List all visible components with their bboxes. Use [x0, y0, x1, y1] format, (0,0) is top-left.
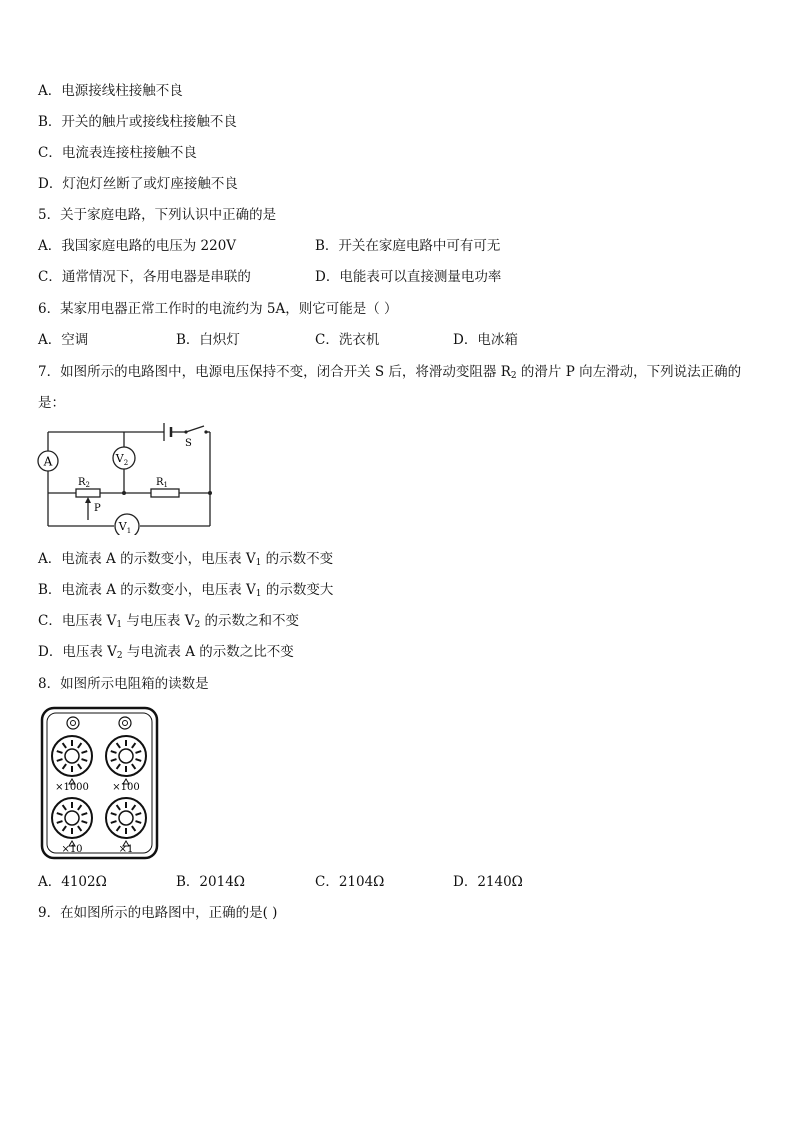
q4-option-a: A．电源接线柱接触不良 [38, 83, 183, 99]
slider-label: P [94, 503, 101, 514]
junction-dot [208, 491, 212, 495]
junction-dot [122, 491, 126, 495]
dial-label-10: ×10 [61, 844, 83, 855]
q4-option-d: D．灯泡灯丝断了或灯座接触不良 [38, 176, 238, 192]
resistor-r1-label: $R_1$ [156, 477, 168, 489]
q7-option-d: D．电压表 $V_2$ 与电流表 A 的示数之比不变 [38, 644, 294, 661]
resistor-r2-label: $R_2$ [78, 477, 90, 489]
q7-option-a: A．电流表 A 的示数变小，电压表 $V_1$ 的示数不变 [38, 551, 334, 568]
voltmeter-v2-label: $V_2$ [115, 452, 129, 467]
q9-stem: 9．在如图所示的电路图中，正确的是( ) [38, 905, 278, 921]
q8-option-b: B．2014Ω [176, 874, 245, 890]
q8-option-d: D．2140Ω [453, 874, 523, 890]
resistor-r1 [151, 489, 179, 497]
q5-option-b: B．开关在家庭电路中可有可无 [315, 238, 501, 254]
q7-stem: 7．如图所示的电路图中，电源电压保持不变，闭合开关 S 后，将滑动变阻器 $R_2$ 的滑片 P 向左滑动，下列说法正确的 [38, 364, 742, 381]
q4-option-b: B．开关的触片或接线柱接触不良 [38, 114, 237, 130]
q4-option-c: C．电流表连接柱接触不良 [38, 145, 197, 161]
q7-stem-line2: 是： [38, 395, 65, 411]
q8-stem: 8．如图所示电阻箱的读数是 [38, 676, 209, 692]
q7-option-b: B．电流表 A 的示数变小，电压表 $V_1$ 的示数变大 [38, 582, 334, 599]
switch-label: S [185, 438, 192, 449]
q7-option-c: C．电压表 $V_1$ 与电压表 $V_2$ 的示数之和不变 [38, 613, 299, 630]
q5-stem: 5．关于家庭电路，下列认识中正确的是 [38, 207, 277, 223]
q7-circuit-diagram [36, 420, 216, 535]
q5-option-d: D．电能表可以直接测量电功率 [315, 269, 502, 285]
switch-contact [204, 430, 207, 433]
dial-label-1: ×1 [118, 844, 134, 855]
q6-option-b: B．白炽灯 [176, 332, 240, 348]
dial-label-100: ×100 [112, 782, 140, 793]
q5-option-c: C．通常情况下，各用电器是串联的 [38, 269, 251, 285]
q5-option-a: A．我国家庭电路的电压为 220V [38, 238, 237, 254]
voltmeter-v1-label: $V_1$ [118, 520, 132, 535]
q6-option-d: D．电冰箱 [453, 332, 518, 348]
q6-option-a: A．空调 [38, 332, 89, 348]
switch-pivot [184, 430, 187, 433]
ammeter-label: A [43, 454, 53, 469]
resistor-r2 [76, 489, 100, 497]
slider-arrow-icon [85, 497, 91, 503]
dial-label-1000: ×1000 [55, 782, 89, 793]
q6-stem: 6．某家用电器正常工作时的电流约为 5A，则它可能是（ ） [38, 301, 398, 317]
q8-option-c: C．2104Ω [315, 874, 385, 890]
resistance-box-diagram [40, 706, 160, 860]
q8-option-a: A．4102Ω [38, 874, 107, 890]
q6-option-c: C．洗衣机 [315, 332, 380, 348]
